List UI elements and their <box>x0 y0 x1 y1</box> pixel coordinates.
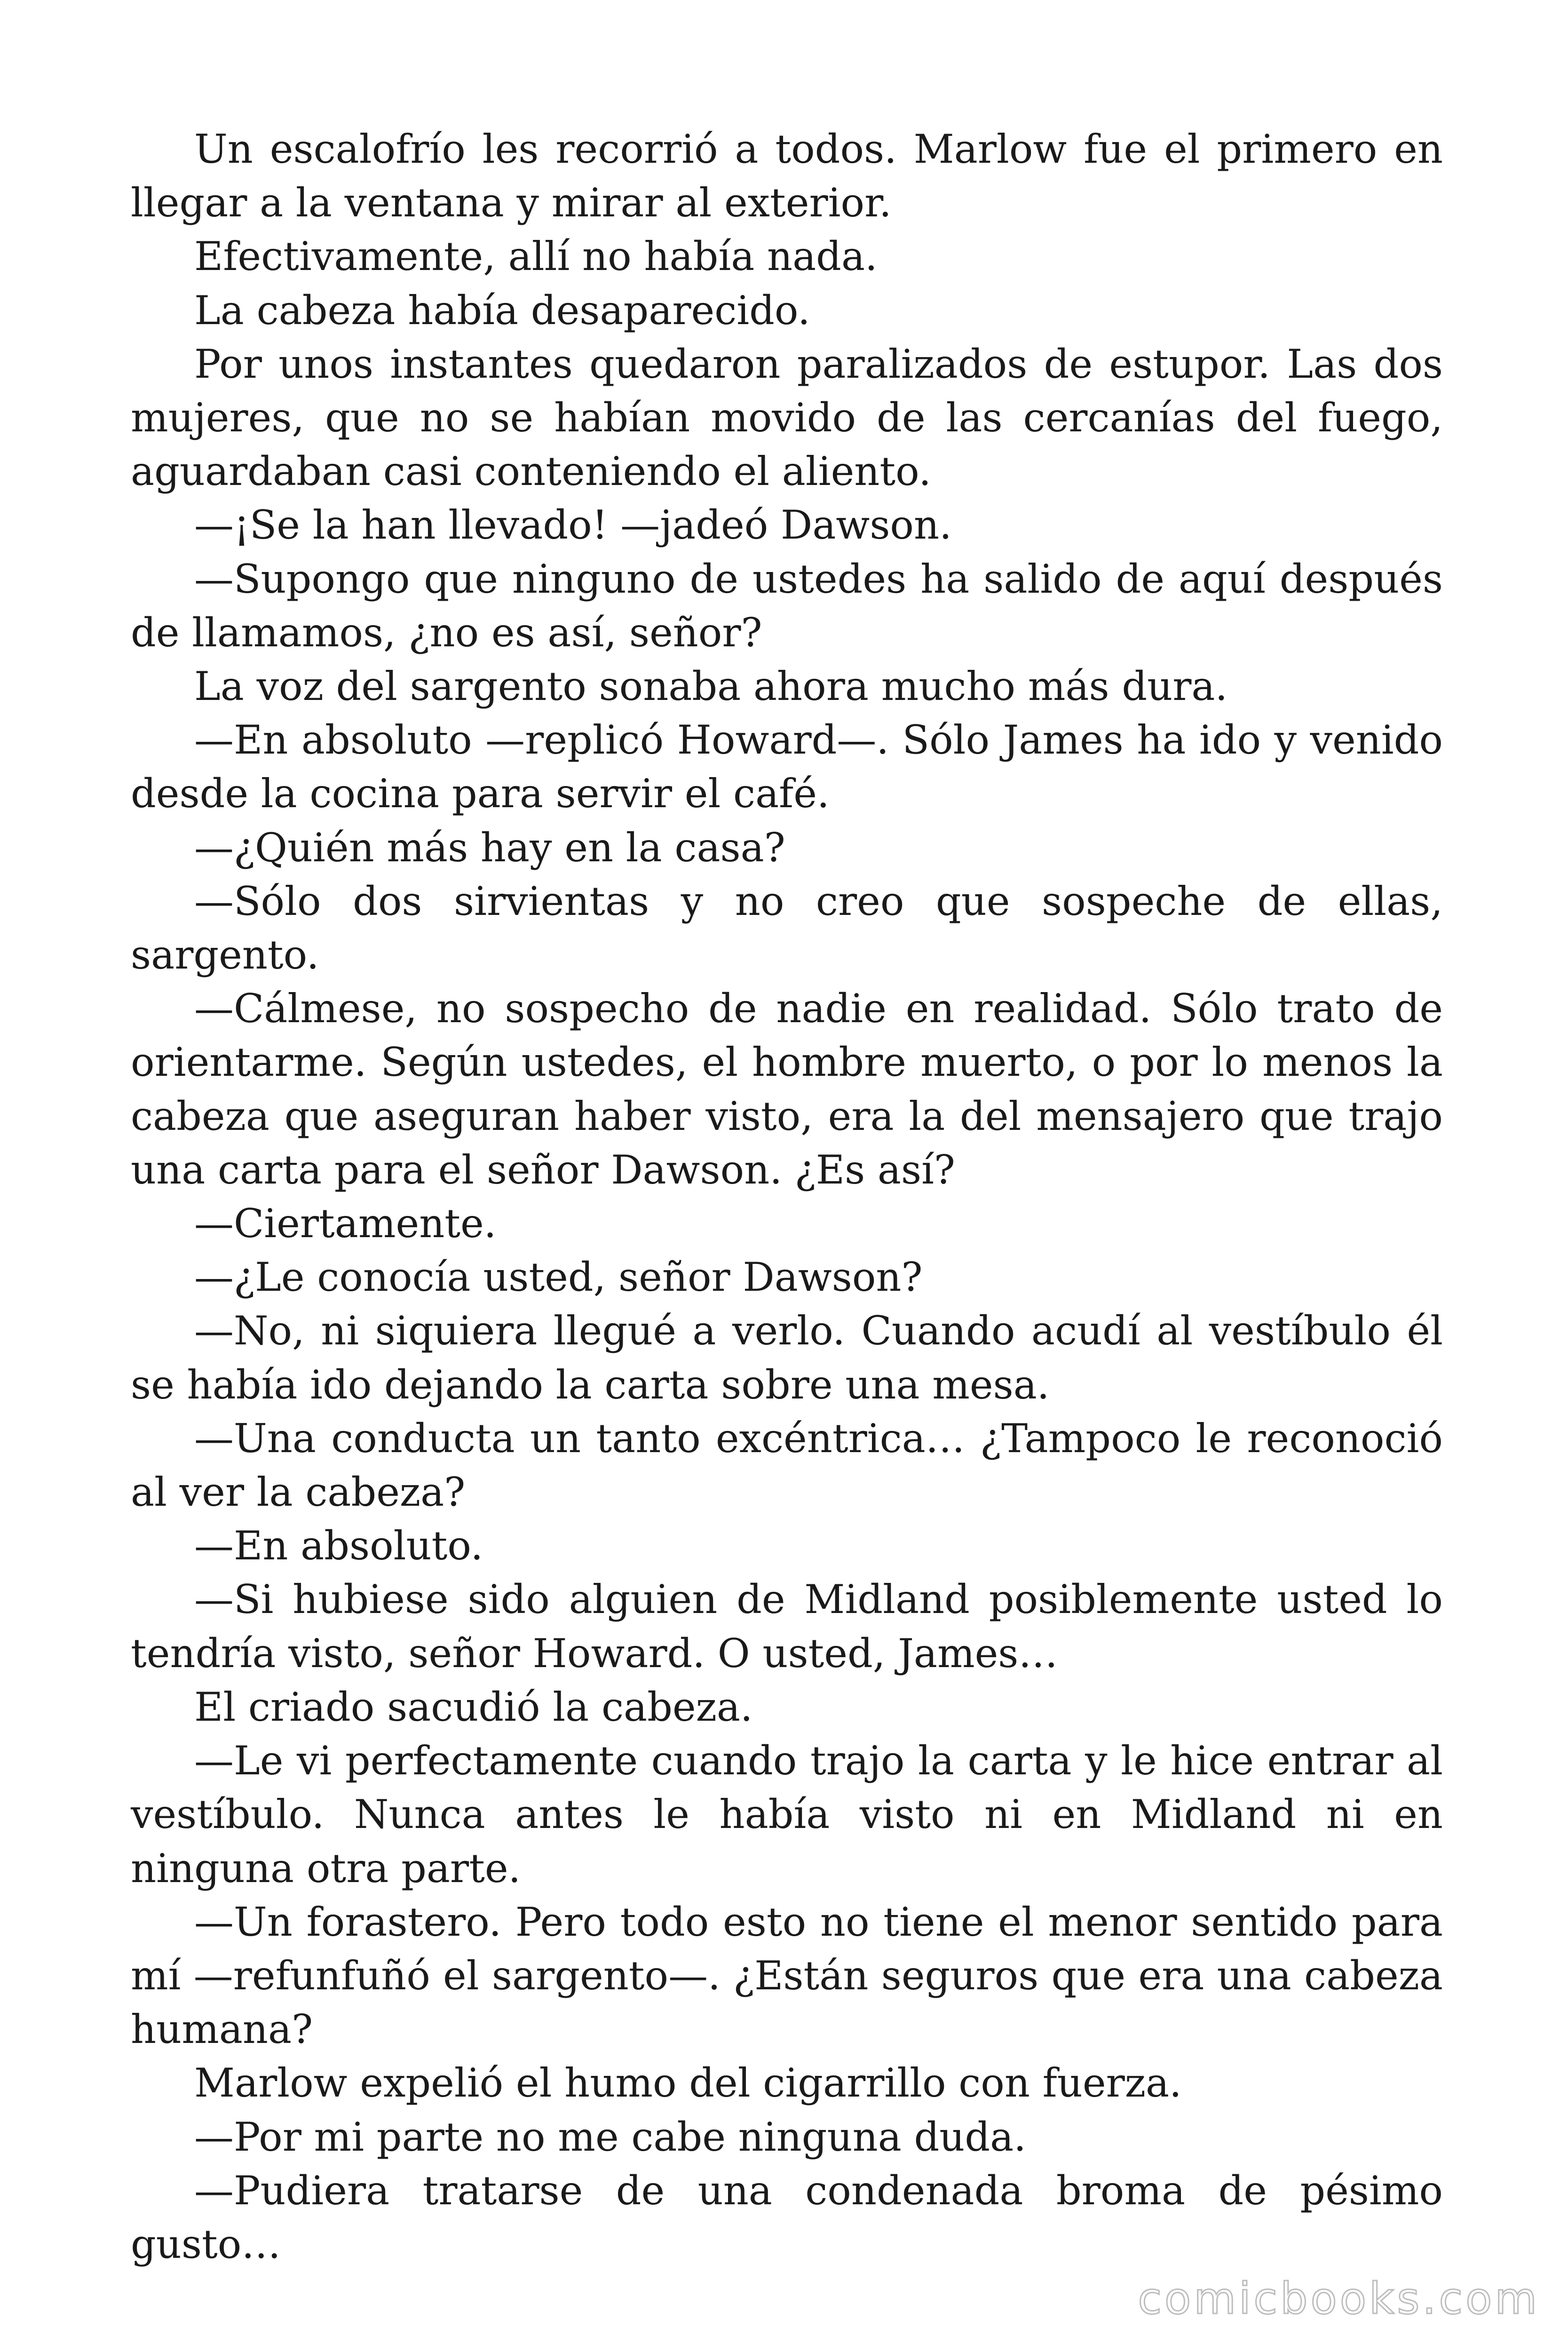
paragraph: —¿Le conocía usted, señor Dawson? <box>194 1254 923 1301</box>
paragraph: Un escalofrío les recorrió a todos. Marlow fue el primero en llegar a la ventana y mirar al exterior. <box>131 126 1443 226</box>
paragraph: —Pudiera tratarse de una condenada broma de pésimo gusto… <box>131 2167 1443 2267</box>
paragraph: —Una conducta un tanto excéntrica… ¿Tampoco le reconoció al ver la cabeza? <box>131 1415 1443 1516</box>
paragraph: —¿Quién más hay en la casa? <box>194 824 785 871</box>
paragraph: —Supongo que ninguno de ustedes ha salido de aquí después de llamamos, ¿no es así, señor? <box>131 556 1443 656</box>
paragraph: La voz del sargento sonaba ahora mucho más dura. <box>194 663 1228 710</box>
paragraph: Por unos instantes quedaron paralizados de estupor. Las dos mujeres, que no se habían movido de las cercanías del fuego, aguardaban casi conteniendo el aliento. <box>131 341 1443 495</box>
paragraph: —Ciertamente. <box>194 1200 497 1247</box>
paragraph: —En absoluto. <box>194 1523 483 1569</box>
paragraph: —En absoluto —replicó Howard—. Sólo James ha ido y venido desde la cocina para servir el café. <box>131 717 1443 817</box>
paragraph: —Un forastero. Pero todo esto no tiene el menor sentido para mí —refunfuñó el sargento—. ¿Están seguros que era una cabeza humana? <box>131 1899 1443 2053</box>
paragraph: Marlow expelió el humo del cigarrillo con fuerza. <box>194 2060 1182 2106</box>
paragraph: El criado sacudió la cabeza. <box>194 1684 753 1730</box>
paragraph: —Si hubiese sido alguien de Midland posiblemente usted lo tendría visto, señor Howard. O usted, James… <box>131 1576 1443 1677</box>
paragraph: —Cálmese, no sospecho de nadie en realidad. Sólo trato de orientarme. Según ustedes, el hombre muerto, o por lo menos la cabeza que aseguran haber visto, era la del mensajero que trajo una carta para el señor Dawson. ¿Es así? <box>131 985 1443 1193</box>
paragraph: La cabeza había desaparecido. <box>194 287 810 334</box>
paragraph: —Por mi parte no me cabe ninguna duda. <box>194 2114 1026 2160</box>
paragraph: —Sólo dos sirvientas y no creo que sospeche de ellas, sargento. <box>131 878 1443 978</box>
paragraph: —No, ni siquiera llegué a verlo. Cuando acudí al vestíbulo él se había ido dejando la carta sobre una mesa. <box>131 1308 1443 1408</box>
watermark: comicbooks.com <box>1138 2273 1540 2324</box>
book-page-text <box>131 122 1443 2271</box>
paragraph: —¡Se la han llevado! —jadeó Dawson. <box>194 502 952 548</box>
paragraph: Efectivamente, allí no había nada. <box>194 233 878 280</box>
paragraph: —Le vi perfectamente cuando trajo la carta y le hice entrar al vestíbulo. Nunca antes le había visto ni en Midland ni en ninguna otra parte. <box>131 1738 1443 1891</box>
